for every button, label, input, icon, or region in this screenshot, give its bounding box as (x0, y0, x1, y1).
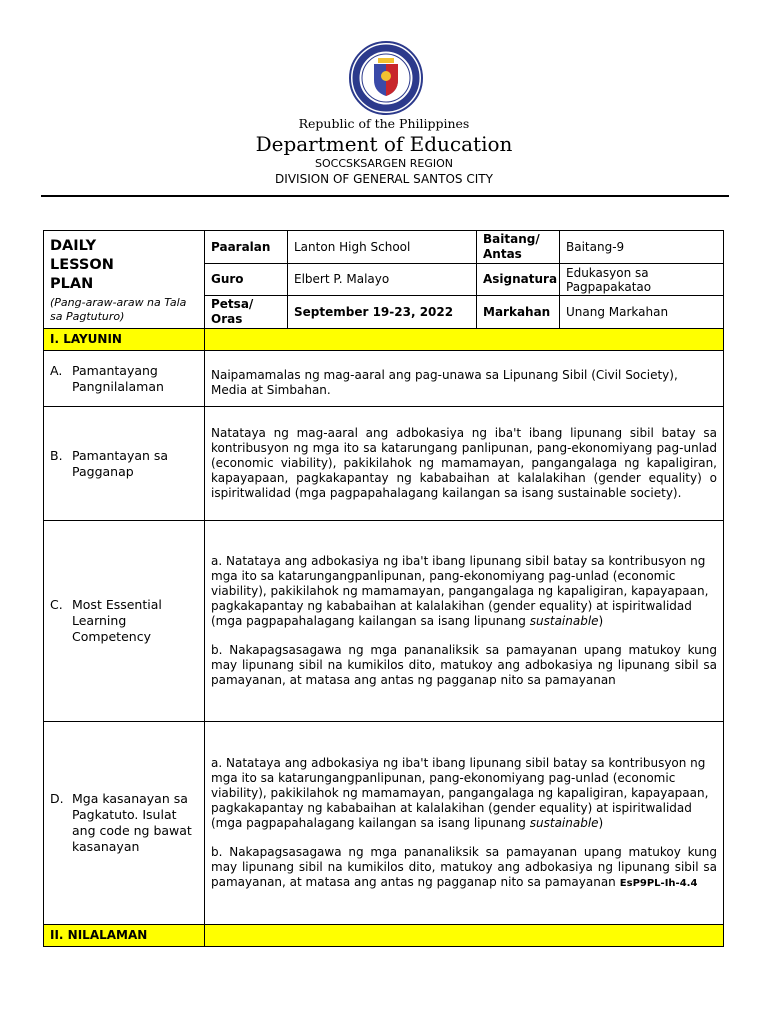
content-standard-label: A. Pamantayang Pangnilalaman (50, 362, 164, 394)
row-performance-standard (44, 407, 724, 521)
melc-text-b: b. Nakapagsasagawa ng mga pananaliksik sa pamayanan upang matukoy kung may lipunang sibil na kumikilos dito, matukoy ang adbokasiya ng lipunang sibil sa pamayanan, at matasa ang antas ng pagganap nito sa pamayanan (211, 643, 717, 687)
competency-code: EsP9PL-Ih-4.4 (619, 877, 698, 889)
melc-text (205, 521, 724, 722)
school-value: Lanton High School (288, 231, 477, 264)
division-text: DIVISION OF GENERAL SANTOS CITY (275, 172, 493, 186)
row-content-standard (44, 351, 724, 407)
info-row-school (44, 231, 724, 264)
grade-label: Baitang/ Antas (477, 231, 560, 264)
learning-skills-text-a: a. Natataya ang adbokasiya ng iba't ibang lipunang sibil batay sa kontribusyon ng mga ito sa katarungangpanlipunan, pang-ekonomiyang pag-unlad (economic viability), pakikilahok ng mamamayan, pangangalaga ng kapaligiran, kapayapaan, pagkakapantay ng kababaihan at kalalakihan (gender equality) at ispiritwalidad (mga pagpapahalagang kailangan sa isang lipunang sustainable) (211, 755, 709, 830)
school-label: Paaralan (205, 231, 288, 264)
content-standard-text: Naipamamalas ng mag-aaral ang pag-unawa sa Lipunang Sibil (Civil Society), Media at Simbahan. (205, 351, 724, 407)
teacher-label: Guro (205, 264, 288, 296)
section-nilalaman: II. NILALAMAN (44, 925, 205, 947)
melc-text-a: a. Natataya ang adbokasiya ng iba't ibang lipunang sibil batay sa kontribusyon ng mga ito sa katarungangpanlipunan, pang-ekonomiyang pag-unlad (economic viability), pakikilahok ng mamamayan, pangangalaga ng kapaligiran, kapayapaan, pagkakapantay ng kababaihan at kalalakihan (gender equality) at ispiritwalidad (mga pagpapahalagang kailangan sa isang lipunang sustainable) (211, 554, 709, 628)
republic-text: Republic of the Philippines (298, 116, 470, 131)
lesson-plan-table (43, 230, 724, 947)
deped-seal-icon (348, 40, 424, 116)
dll-title: DAILY LESSON PLAN (50, 238, 114, 292)
date-value: September 19-23, 2022 (288, 296, 477, 329)
quarter-label: Markahan (477, 296, 560, 329)
section-nilalaman-row (44, 925, 724, 947)
performance-standard-label: B. Pamantayan sa Pagganap (50, 447, 169, 479)
header-divider (41, 195, 729, 197)
department-title: Department of Education (255, 132, 513, 156)
dll-subtitle: (Pang-araw-araw na Tala sa Pagtuturo) (50, 296, 187, 323)
teacher-value: Elbert P. Malayo (288, 264, 477, 296)
subject-value: Edukasyon sa Pagpapakatao (560, 264, 724, 296)
grade-value: Baitang-9 (560, 231, 724, 264)
region-text: SOCCSKSARGEN REGION (315, 157, 453, 170)
performance-standard-text: Natataya ng mag-aaral ang adbokasiya ng iba't ibang lipunang sibil batay sa kontribusyon ng mga ito sa katarungang panlipunan, pang-ekonomiyang pag-unlad (economic viability), pakikilahok ng mamamayan, pangangalaga ng kapaligiran, kapayapaan, pagkakapantay ng kababaihan at kalalakihan (gender equality) o ispiritwalidad (mga pagpapahalagang kailangan sa isang sustainable society). (205, 407, 724, 521)
section-nilalaman-fill (205, 925, 724, 947)
row-melc (44, 521, 724, 722)
date-label: Petsa/ Oras (205, 296, 288, 329)
row-learning-skills (44, 722, 724, 925)
dll-title-cell (44, 231, 205, 329)
section-layunin-row (44, 329, 724, 351)
learning-skills-text-b: b. Nakapagsasagawa ng mga pananaliksik sa pamayanan upang matukoy kung may lipunang sibil na kumikilos dito, matukoy ang adbokasiya ng lipunang sibil sa pamayanan, at matasa ang antas ng pagganap nito sa pamayanan EsP9PL-Ih-4.4 (211, 844, 717, 889)
section-layunin: I. LAYUNIN (44, 329, 205, 351)
subject-label: Asignatura (477, 264, 560, 296)
learning-skills-text (205, 722, 724, 925)
quarter-value: Unang Markahan (560, 296, 724, 329)
learning-skills-label: D. Mga kasanayan sa Pagkatuto. Isulat ang code ng bawat kasanayan (50, 791, 192, 854)
section-layunin-fill (205, 329, 724, 351)
melc-label: C. Most Essential Learning Competency (50, 597, 162, 644)
